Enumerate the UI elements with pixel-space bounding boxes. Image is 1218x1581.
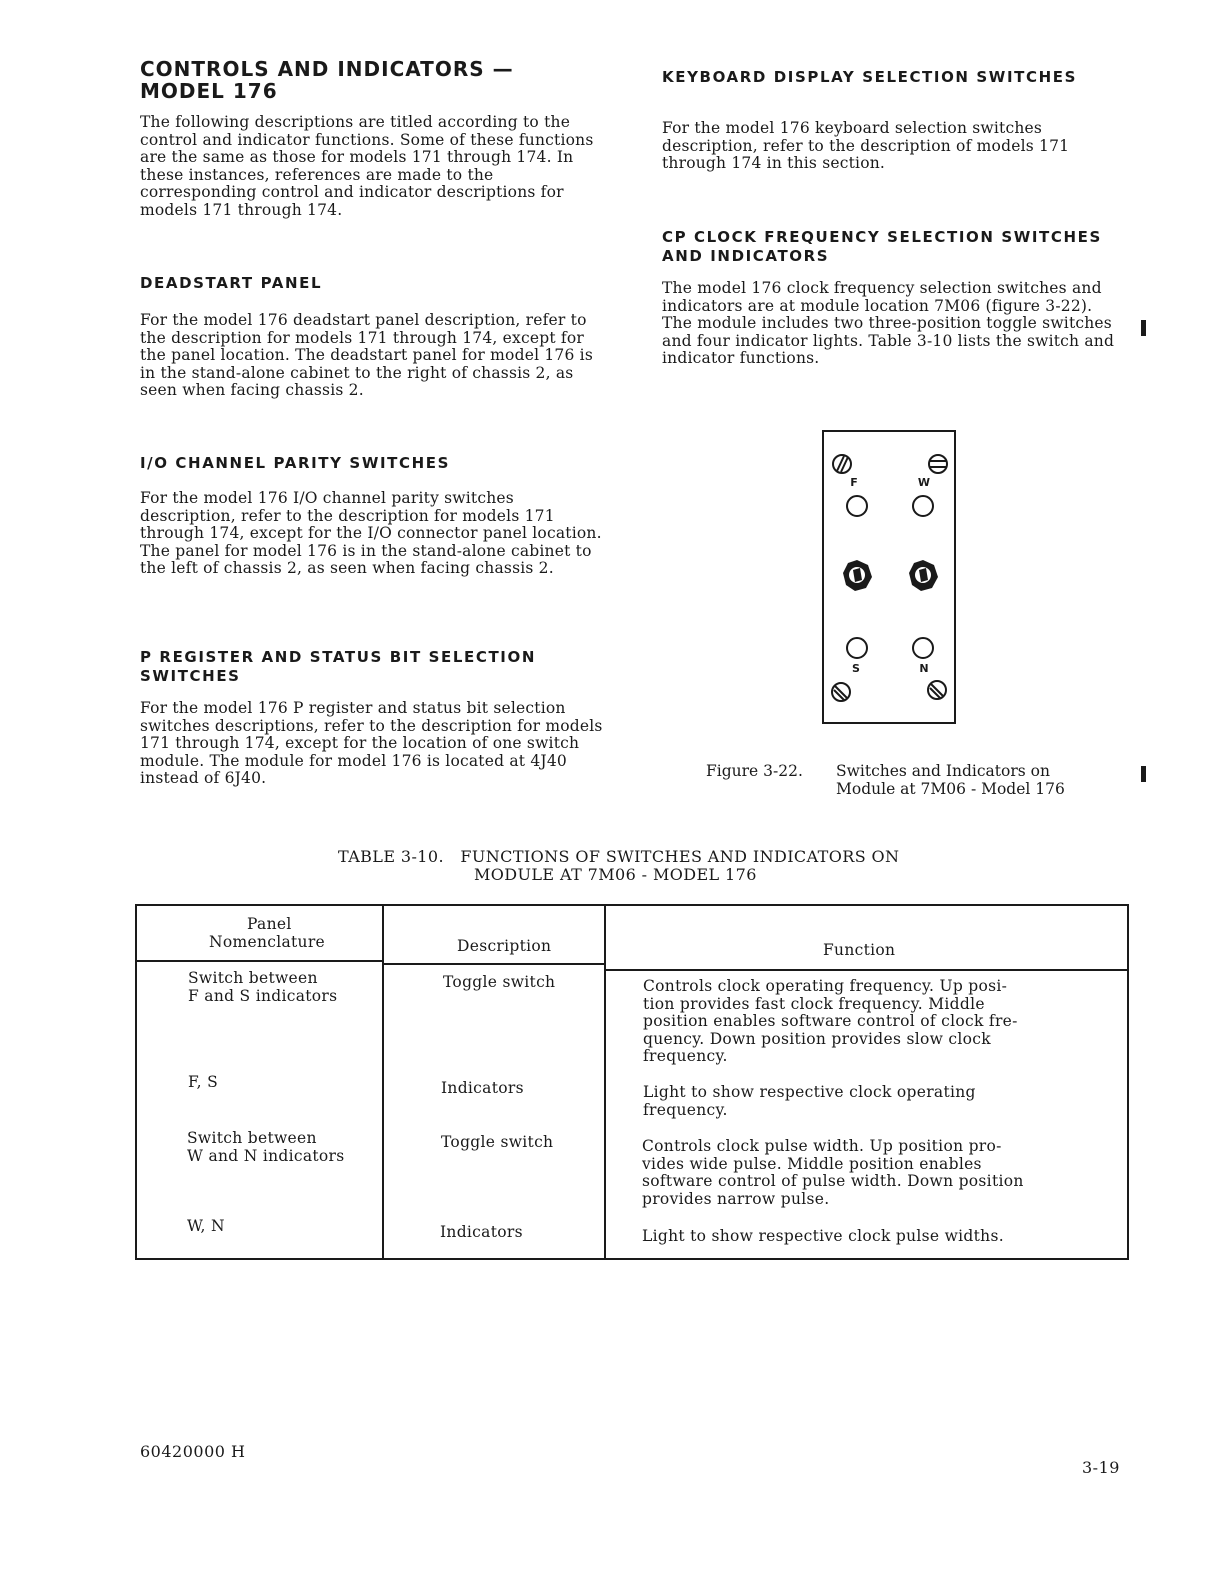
table-row-4-nomenclature: [187, 1218, 225, 1236]
table-cell-line: frequency.: [643, 1100, 728, 1119]
table-cell-line: W and N indicators: [187, 1146, 345, 1165]
table-cell-line: position enables software control of clock fre-: [643, 1012, 1018, 1031]
table-title-line2: MODULE AT 7M06 - MODEL 176: [474, 865, 757, 884]
deadstart-heading: DEADSTART PANEL: [140, 274, 323, 292]
table-cell-line: tion provides fast clock frequency. Middle: [643, 994, 985, 1013]
table-row-3-description: Toggle switch: [441, 1133, 554, 1151]
table-cell-line: Controls clock operating frequency. Up posi-: [643, 977, 1008, 995]
change-bar: [1141, 766, 1146, 782]
figure-caption-line1: Switches and Indicators on: [836, 762, 1050, 780]
indicator-light-s: [847, 638, 867, 658]
io-heading: I/O CHANNEL PARITY SWITCHES: [140, 454, 450, 472]
label-f: F: [850, 476, 858, 489]
indicator-light-n: [913, 638, 933, 658]
table-cell-line: Switch between: [187, 1129, 317, 1147]
table-cell-line: Controls clock pulse width. Up position pro-: [642, 1137, 1002, 1155]
table-row-4-function: [642, 1228, 1004, 1246]
table-row-2-description: Indicators: [441, 1079, 524, 1097]
table-cell-line: Switch between: [188, 969, 318, 987]
module-panel-figure: [822, 430, 956, 724]
table-cell-line: software control of pulse width. Down position: [642, 1172, 1024, 1191]
table-cell-line: Light to show respective clock operating: [643, 1083, 976, 1101]
header-description: Description: [457, 937, 552, 955]
table-cell-line: Light to show respective clock pulse widths.: [642, 1227, 1004, 1245]
table-cell-line: quency. Down position provides slow clock: [643, 1029, 991, 1048]
preg-heading-line1: P REGISTER AND STATUS BIT SELECTION: [140, 648, 536, 666]
table-title-line1: TABLE 3-10. FUNCTIONS OF SWITCHES AND INDICATORS ON: [338, 847, 900, 866]
intro-paragraph: The following descriptions are titled according to the control and indicator functions. Some of these functions are the same as those for models 171 through 174. In these instances, references are made to the corresponding control and indicator descriptions for models 171 through 174.: [140, 113, 594, 219]
screw-icon: [928, 681, 946, 699]
cp-heading: [662, 228, 1122, 266]
label-n: N: [919, 662, 929, 675]
change-bar: [1141, 320, 1146, 336]
screw-icon: [833, 455, 851, 473]
main-title-line2: MODEL 176: [140, 79, 278, 103]
figure-caption-line2: Module at 7M06 - Model 176: [836, 780, 1065, 798]
table-row-3-function: [642, 1138, 1024, 1208]
functions-table: [135, 904, 1129, 1260]
table-row-1-nomenclature: [188, 970, 337, 1005]
label-s: S: [852, 662, 860, 675]
table-row-2-function: [643, 1084, 976, 1119]
table-title: [338, 848, 958, 884]
io-paragraph: For the model 176 I/O channel parity switches description, refer to the description for models 171 through 174, except for the I/O connector panel location. The panel for model 176 is in the stand-alone cabinet to the left of chassis 2, as seen when facing chassis 2.: [140, 489, 602, 578]
cp-paragraph: The model 176 clock frequency selection switches and indicators are at module location 7M06 (figure 3-22). The module includes two three-position toggle switches and four indicator lights. Table 3-10 lists the switch and indicator functions.: [662, 279, 1115, 368]
header-panel: Panel: [247, 915, 292, 933]
table-row-2-nomenclature: [188, 1074, 218, 1092]
header-nomenclature: Nomenclature: [209, 933, 326, 951]
figure-caption-text: [836, 762, 1126, 798]
table-cell-line: F and S indicators: [188, 986, 338, 1005]
indicator-light-f: [847, 496, 867, 516]
toggle-switch-icon: [909, 560, 938, 591]
table-row-1-function: [643, 978, 1018, 1066]
header-function: Function: [823, 941, 896, 959]
screw-icon: [929, 455, 947, 473]
cp-heading-line2: AND INDICATORS: [662, 247, 830, 265]
table-row-1-description: Toggle switch: [443, 973, 556, 991]
figure-caption-number: Figure 3-22.: [706, 762, 803, 780]
table-row-4-description: Indicators: [440, 1223, 523, 1241]
table-cell-line: F, S: [188, 1073, 219, 1091]
main-title: [140, 58, 610, 102]
indicator-light-w: [913, 496, 933, 516]
document-number: 60420000 H: [140, 1442, 246, 1461]
preg-paragraph: For the model 176 P register and status bit selection switches descriptions, refer to the description for models 171 through 174, except for the location of one switch module. The module for model 176 is located at 4J40 instead of 6J40.: [140, 699, 603, 788]
table-row-3-nomenclature: [187, 1130, 345, 1165]
table-cell-line: vides wide pulse. Middle position enables: [642, 1154, 982, 1173]
preg-heading-line2: SWITCHES: [140, 667, 241, 685]
label-w: W: [917, 476, 931, 489]
toggle-switch-icon: [843, 560, 872, 591]
table-cell-line: frequency.: [643, 1047, 728, 1066]
table-cell-line: provides narrow pulse.: [642, 1189, 830, 1208]
screw-icon: [832, 683, 850, 701]
cp-heading-line1: CP CLOCK FREQUENCY SELECTION SWITCHES: [662, 228, 1102, 246]
main-title-line1: CONTROLS AND INDICATORS —: [140, 57, 514, 81]
keyboard-paragraph: For the model 176 keyboard selection switches description, refer to the description of models 171 through 174 in this section.: [662, 119, 1070, 173]
table-cell-line: W, N: [187, 1217, 225, 1235]
preg-heading: [140, 648, 610, 686]
page-number: 3-19: [1082, 1458, 1120, 1477]
deadstart-paragraph: For the model 176 deadstart panel description, refer to the description for models 171 through 174, except for the panel location. The deadstart panel for model 176 is in the stand-alone cabinet to the right of chassis 2, as seen when facing chassis 2.: [140, 311, 593, 400]
keyboard-heading: KEYBOARD DISPLAY SELECTION SWITCHES: [662, 68, 1077, 86]
